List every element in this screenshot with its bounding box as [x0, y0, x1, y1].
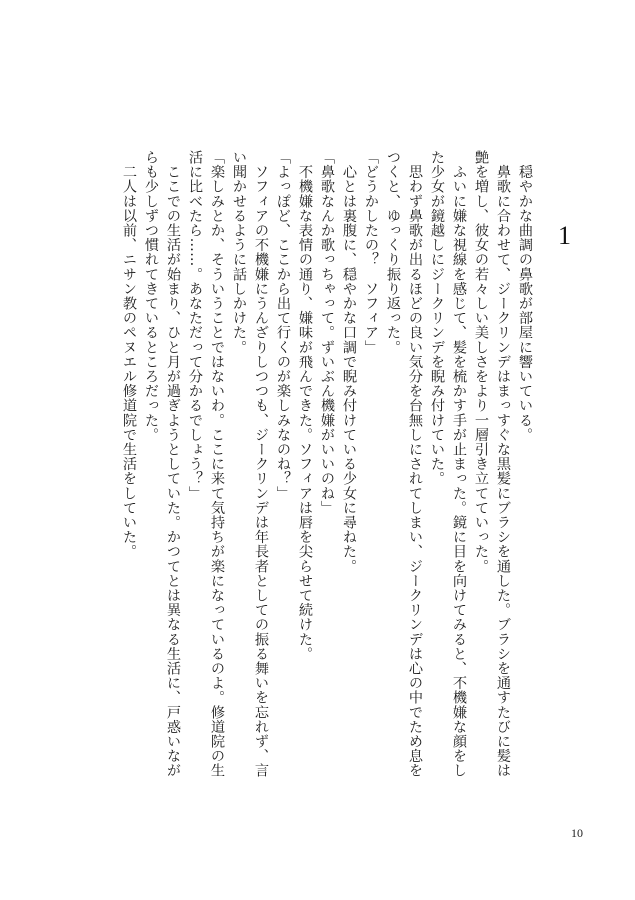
text-line: らも少しずつ慣れてきているところだった。 — [143, 150, 159, 442]
text-line: 鼻歌に合わせて、ジークリンデはまっすぐな黒髪にブラシを通した。ブラシを通すたびに髪は — [495, 150, 511, 778]
text-line: 「鼻歌なんか歌っちゃって。ずいぶん機嫌がいいのね」 — [319, 150, 335, 515]
body-text — [118, 150, 536, 778]
page-number: 10 — [571, 826, 583, 840]
chapter-number: 1 — [558, 221, 571, 250]
text-line: 二人は以前、ニサン教のペヌエル修道院で生活をしていた。 — [121, 150, 137, 559]
text-line: い聞かせるように話しかけた。 — [231, 150, 247, 355]
text-line: 心とは裏腹に、穏やかな口調で睨み付けている少女に尋ねた。 — [341, 150, 357, 574]
text-line: 「どうかしたの？ ソフィア」 — [363, 150, 379, 355]
text-line: 「よっぽど、ここから出て行くのが楽しみなのね？」 — [275, 150, 291, 501]
text-line: 活に比べたら……。あなただって分かるでしょう？」 — [187, 150, 203, 501]
text-line: た少女が鏡越しにジークリンデを睨み付けていた。 — [429, 150, 445, 486]
text-line: ふいに嫌な視線を感じて、髪を梳かす手が止まった。鏡に目を向けてみると、不機嫌な顔をし — [451, 150, 467, 778]
text-line: 穏やかな曲調の鼻歌が部屋に響いている。 — [517, 150, 533, 442]
text-line: 不機嫌な表情の通り、嫌味が飛んできた。ソフィアは唇を尖らせて続けた。 — [297, 150, 313, 661]
text-line: ここでの生活が始まり、ひと月が過ぎようとしていた。かつてとは異なる生活に、戸惑いなが — [165, 150, 181, 778]
text-line: 「楽しみとか、そういうことではないわ。ここに来て気持ちが楽になっているのよ。修道院の生 — [209, 150, 225, 778]
text-line: ソフィアの不機嫌にうんざりしつつも、ジークリンデは年長者としての振る舞いを忘れず、言 — [253, 150, 269, 778]
text-line: つくと、ゆっくり振り返った。 — [385, 150, 401, 355]
text-line: 思わず鼻歌が出るほどの良い気分を台無しにされてしまい、ジークリンデは心の中でため息を — [407, 150, 423, 778]
text-line: 艶を増し、彼女の若々しい美しさをより一層引き立てていった。 — [473, 150, 489, 574]
